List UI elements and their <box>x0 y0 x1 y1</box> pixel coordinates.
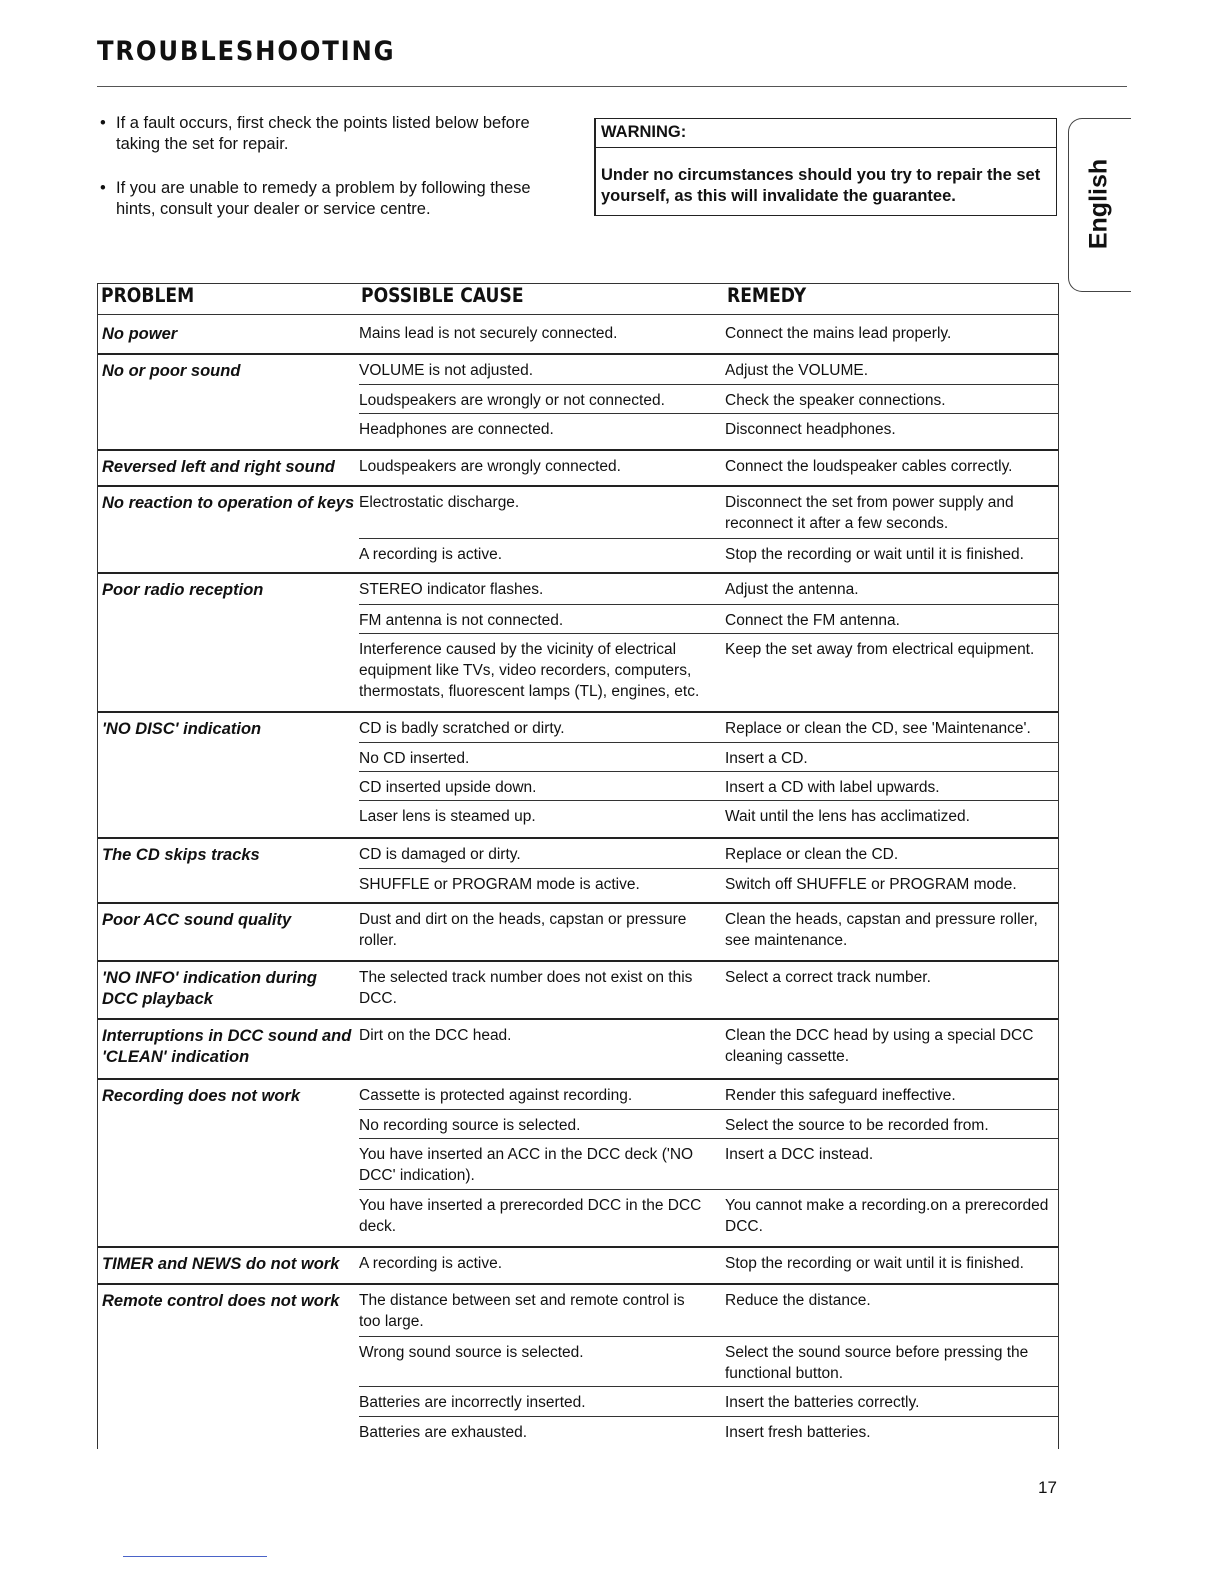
table-row <box>359 605 1058 634</box>
table-row <box>359 385 1058 414</box>
cause-cell: Batteries are incorrectly inserted. <box>359 1394 586 1411</box>
title-divider <box>97 86 1127 87</box>
remedy-cell: Check the speaker connections. <box>725 392 946 409</box>
problem-group <box>98 1020 1058 1080</box>
table-row <box>359 801 1058 837</box>
page-title: TROUBLESHOOTING <box>97 36 396 67</box>
cause-cell: Headphones are connected. <box>359 421 554 438</box>
cause-cell: The distance between set and remote control is too large. <box>359 1292 685 1330</box>
problem-group <box>98 1248 1058 1285</box>
remedy-cell: Replace or clean the CD, see 'Maintenance'. <box>725 720 1031 737</box>
cause-cell: Dirt on the DCC head. <box>359 1027 512 1044</box>
cause-cell: Wrong sound source is selected. <box>359 1344 584 1361</box>
remedy-cell: Select the source to be recorded from. <box>725 1117 989 1134</box>
table-row <box>359 539 1058 572</box>
cause-cell: Loudspeakers are wrongly connected. <box>359 458 621 475</box>
remedy-cell: Adjust the antenna. <box>725 581 859 598</box>
cause-cell: Loudspeakers are wrongly or not connected. <box>359 392 665 409</box>
table-row <box>359 962 1058 1018</box>
problem-label: No power <box>102 325 178 343</box>
table-row <box>359 1020 1058 1078</box>
table-row <box>359 1387 1058 1417</box>
problem-label: No or poor sound <box>102 362 241 380</box>
header-cause: POSSIBLE CAUSE <box>361 284 524 307</box>
cause-cell: Batteries are exhausted. <box>359 1424 528 1441</box>
cause-cell: FM antenna is not connected. <box>359 612 564 629</box>
cause-cell: VOLUME is not adjusted. <box>359 362 534 379</box>
problem-group <box>98 713 1058 839</box>
remedy-cell: Disconnect the set from power supply and reconnect it after a few seconds. <box>725 494 1014 532</box>
cause-cell: You have inserted a prerecorded DCC in the DCC deck. <box>359 1197 702 1235</box>
table-row <box>359 839 1058 869</box>
remedy-cell: Select a correct track number. <box>725 969 931 986</box>
remedy-cell: Keep the set away from electrical equipment. <box>725 641 1035 658</box>
bullet-item <box>100 178 570 220</box>
cause-cell: CD is badly scratched or dirty. <box>359 720 565 737</box>
cause-cell: SHUFFLE or PROGRAM mode is active. <box>359 876 640 893</box>
problem-group <box>98 451 1058 487</box>
cause-cell: A recording is active. <box>359 546 503 563</box>
cause-cell: Laser lens is steamed up. <box>359 808 536 825</box>
problem-label: Interruptions in DCC sound and 'CLEAN' indication <box>102 1027 352 1066</box>
table-header <box>98 283 1058 315</box>
remedy-cell: Disconnect headphones. <box>725 421 896 438</box>
problem-label: Poor ACC sound quality <box>102 911 292 929</box>
header-remedy: REMEDY <box>727 284 807 307</box>
warning-heading: WARNING: <box>596 119 1056 148</box>
problem-label: Remote control does not work <box>102 1292 340 1310</box>
table-row <box>359 414 1058 449</box>
cause-cell: The selected track number does not exist on this DCC. <box>359 969 693 1007</box>
remedy-cell: Switch off SHUFFLE or PROGRAM mode. <box>725 876 1017 893</box>
remedy-cell: Insert fresh batteries. <box>725 1424 871 1441</box>
remedy-cell: Connect the loudspeaker cables correctly. <box>725 458 1013 475</box>
problem-label: 'NO INFO' indication during DCC playback <box>102 969 317 1008</box>
cause-cell: CD is damaged or dirty. <box>359 846 521 863</box>
remedy-cell: Stop the recording or wait until it is finished. <box>725 1255 1024 1272</box>
table-row <box>359 487 1058 539</box>
remedy-cell: You cannot make a recording.on a prerecorded DCC. <box>725 1197 1049 1235</box>
remedy-cell: Adjust the VOLUME. <box>725 362 869 379</box>
remedy-cell: Clean the heads, capstan and pressure roller, see maintenance. <box>725 911 1038 949</box>
problem-group <box>98 318 1058 355</box>
remedy-cell: Insert a CD with label upwards. <box>725 779 940 796</box>
table-row <box>359 1248 1058 1283</box>
page-number: 17 <box>1038 1478 1057 1497</box>
problem-group <box>98 1080 1058 1248</box>
bullet-dot-icon: • <box>100 114 106 132</box>
remedy-cell: Select the sound source before pressing the functional button. <box>725 1344 1029 1382</box>
problem-label: TIMER and NEWS do not work <box>102 1255 340 1273</box>
cause-cell: CD inserted upside down. <box>359 779 537 796</box>
remedy-cell: Connect the mains lead properly. <box>725 325 952 342</box>
remedy-cell: Insert a CD. <box>725 750 808 767</box>
table-row <box>359 1110 1058 1139</box>
cause-cell: STEREO indicator flashes. <box>359 581 544 598</box>
table-row <box>359 1285 1058 1337</box>
problem-group <box>98 904 1058 962</box>
remedy-cell: Insert a DCC instead. <box>725 1146 874 1163</box>
problem-label: No reaction to operation of keys <box>102 494 355 512</box>
table-row <box>359 634 1058 711</box>
remedy-cell: Reduce the distance. <box>725 1292 871 1309</box>
footer-link-line <box>123 1556 267 1557</box>
troubleshooting-table <box>97 283 1059 1449</box>
table-row <box>359 713 1058 743</box>
table-row <box>359 451 1058 485</box>
table-row <box>359 772 1058 801</box>
table-row <box>359 743 1058 772</box>
problem-label: Poor radio reception <box>102 581 264 599</box>
remedy-cell: Wait until the lens has acclimatized. <box>725 808 970 825</box>
remedy-cell: Render this safeguard ineffective. <box>725 1087 956 1104</box>
problem-group <box>98 574 1058 713</box>
problem-label: Recording does not work <box>102 1087 301 1105</box>
problem-group <box>98 1285 1058 1447</box>
warning-box <box>594 118 1057 216</box>
warning-text: Under no circumstances should you try to repair the set yourself, as this will invalidate the guarantee. <box>601 166 1041 205</box>
table-row <box>359 869 1058 902</box>
remedy-cell: Connect the FM antenna. <box>725 612 900 629</box>
cause-cell: Electrostatic discharge. <box>359 494 520 511</box>
bullet-item <box>100 113 570 155</box>
cause-cell: Dust and dirt on the heads, capstan or pressure roller. <box>359 911 687 949</box>
table-row <box>359 1190 1058 1246</box>
problem-group <box>98 355 1058 451</box>
remedy-cell: Insert the batteries correctly. <box>725 1394 920 1411</box>
table-row <box>359 1139 1058 1190</box>
intro-bullets <box>100 113 570 243</box>
problem-group <box>98 487 1058 574</box>
problem-group <box>98 962 1058 1020</box>
cause-cell: No CD inserted. <box>359 750 470 767</box>
bullet-text: If a fault occurs, first check the points listed below before taking the set for repair. <box>116 114 530 153</box>
bullet-text: If you are unable to remedy a problem by following these hints, consult your dealer or service centre. <box>116 179 531 218</box>
table-row <box>359 1417 1058 1447</box>
problem-group <box>98 839 1058 904</box>
table-row <box>359 1080 1058 1110</box>
problem-label: 'NO DISC' indication <box>102 720 262 738</box>
table-row <box>359 904 1058 960</box>
table-row <box>359 318 1058 353</box>
cause-cell: You have inserted an ACC in the DCC deck ('NO DCC' indication). <box>359 1146 694 1184</box>
header-problem: PROBLEM <box>101 284 195 307</box>
table-row <box>359 1337 1058 1387</box>
cause-cell: A recording is active. <box>359 1255 503 1272</box>
cause-cell: Interference caused by the vicinity of electrical equipment like TVs, video recorders, computers, thermostats, fluorescent lamps (TL), engines, etc. <box>359 641 700 700</box>
remedy-cell: Stop the recording or wait until it is finished. <box>725 546 1024 563</box>
table-row <box>359 355 1058 385</box>
bullet-dot-icon: • <box>100 179 106 197</box>
problem-label: Reversed left and right sound <box>102 458 335 476</box>
remedy-cell: Replace or clean the CD. <box>725 846 899 863</box>
remedy-cell: Clean the DCC head by using a special DCC cleaning cassette. <box>725 1027 1034 1065</box>
cause-cell: Cassette is protected against recording. <box>359 1087 633 1104</box>
problem-label: The CD skips tracks <box>102 846 260 864</box>
cause-cell: Mains lead is not securely connected. <box>359 325 618 342</box>
language-tab-label: English <box>1084 158 1113 250</box>
cause-cell: No recording source is selected. <box>359 1117 581 1134</box>
table-row <box>359 574 1058 605</box>
